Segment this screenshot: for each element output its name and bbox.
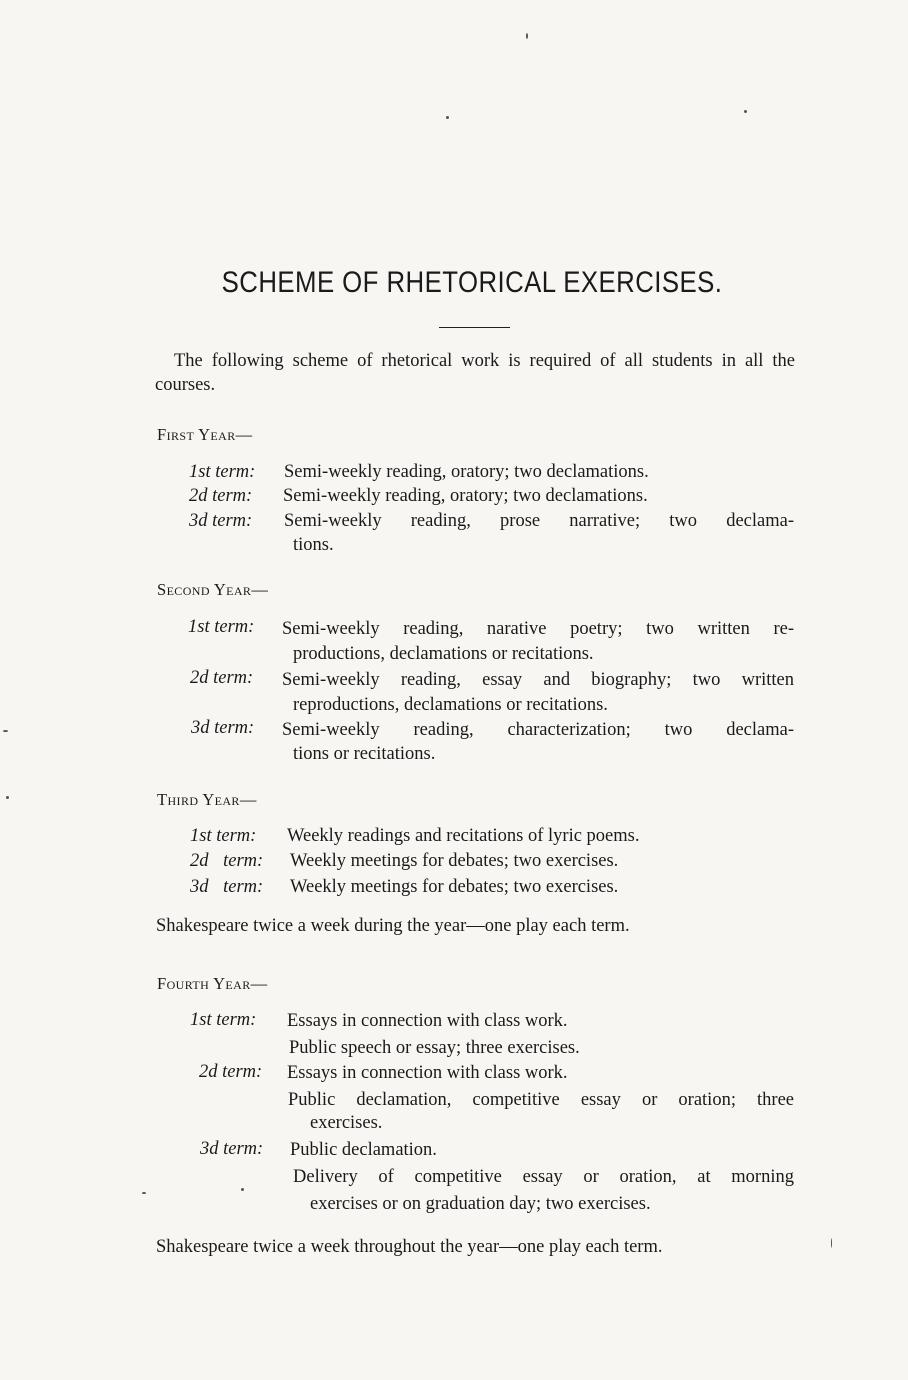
term-description: Semi-weekly reading, prose narrative; two declama- bbox=[284, 511, 794, 531]
fourth-year-term-2 bbox=[0, 1060, 908, 1136]
first-year-term-1 bbox=[0, 460, 908, 484]
term-label: 3d term: bbox=[191, 718, 255, 738]
term-description-continued: reproductions, declamations or recitations. bbox=[293, 695, 608, 715]
term-description: Semi-weekly reading, essay and biography; two written bbox=[282, 670, 794, 690]
term-description-continued: exercises. bbox=[310, 1113, 383, 1133]
term-description-continued: exercises or on graduation day; two exercises. bbox=[310, 1194, 651, 1214]
third-year-heading: Third Year— bbox=[157, 790, 257, 809]
term-label: 1st term: bbox=[190, 826, 257, 846]
first-year-heading: First Year— bbox=[157, 425, 253, 444]
term-description-continued: productions, declamations or recitations. bbox=[293, 644, 594, 664]
term-description-continued: Delivery of competitive essay or oration, at morning bbox=[293, 1167, 794, 1187]
term-label: 1st term: bbox=[190, 1010, 257, 1030]
term-label: 3d term: bbox=[200, 1139, 264, 1159]
term-label: 2d term: bbox=[190, 668, 254, 688]
term-description: Semi-weekly reading, characterization; two declama- bbox=[282, 720, 794, 740]
term-description: Semi-weekly reading, narative poetry; two written re- bbox=[282, 619, 794, 639]
term-description: Weekly meetings for debates; two exercises. bbox=[290, 877, 619, 897]
third-year-shakespeare-note: Shakespeare twice a week during the year—one play each term. bbox=[156, 916, 630, 936]
second-year-term-3 bbox=[0, 716, 908, 764]
third-year-term-2 bbox=[0, 849, 908, 873]
speck-mark bbox=[6, 796, 9, 799]
second-year-heading: Second Year— bbox=[157, 580, 269, 599]
term-description: Essays in connection with class work. bbox=[287, 1063, 568, 1083]
third-year-term-3 bbox=[0, 875, 908, 899]
term-description-continued: Public declamation, competitive essay or oration; three bbox=[288, 1090, 794, 1110]
term-description-continued: Public speech or essay; three exercises. bbox=[289, 1038, 580, 1058]
term-label: 2d term: bbox=[190, 851, 264, 871]
term-description: Essays in connection with class work. bbox=[287, 1011, 568, 1031]
speck-mark bbox=[526, 33, 528, 39]
term-label: 2d term: bbox=[189, 486, 253, 506]
speck-mark bbox=[831, 1238, 832, 1248]
term-description-continued: tions or recitations. bbox=[293, 744, 436, 764]
term-description-continued: tions. bbox=[293, 535, 334, 555]
page-title: SCHEME OF RHETORICAL EXERCISES. bbox=[221, 266, 723, 299]
term-description: Weekly meetings for debates; two exercises. bbox=[290, 851, 619, 871]
term-label: 1st term: bbox=[189, 462, 256, 482]
fourth-year-heading: Fourth Year— bbox=[157, 974, 268, 993]
speck-mark bbox=[446, 116, 449, 119]
fourth-year-shakespeare-note: Shakespeare twice a week throughout the year—one play each term. bbox=[156, 1237, 663, 1257]
term-label: 3d term: bbox=[190, 877, 264, 897]
second-year-term-2 bbox=[0, 666, 908, 714]
term-description: Public declamation. bbox=[290, 1140, 437, 1160]
third-year-term-1 bbox=[0, 824, 908, 848]
term-label: 1st term: bbox=[188, 617, 255, 637]
speck-mark bbox=[744, 110, 747, 113]
term-description: Semi-weekly reading, oratory; two declamations. bbox=[284, 462, 649, 482]
second-year-term-1 bbox=[0, 615, 908, 663]
title-divider bbox=[439, 327, 510, 328]
term-label: 2d term: bbox=[199, 1062, 263, 1082]
fourth-year-term-3 bbox=[0, 1137, 908, 1217]
fourth-year-term-1 bbox=[0, 1008, 908, 1060]
first-year-term-3 bbox=[0, 509, 908, 557]
intro-paragraph: The following scheme of rhetorical work is required of all students in all the courses. bbox=[155, 351, 795, 395]
first-year-term-2 bbox=[0, 484, 908, 508]
term-label: 3d term: bbox=[189, 511, 253, 531]
term-description: Weekly readings and recitations of lyric poems. bbox=[287, 826, 640, 846]
term-description: Semi-weekly reading, oratory; two declamations. bbox=[283, 486, 648, 506]
